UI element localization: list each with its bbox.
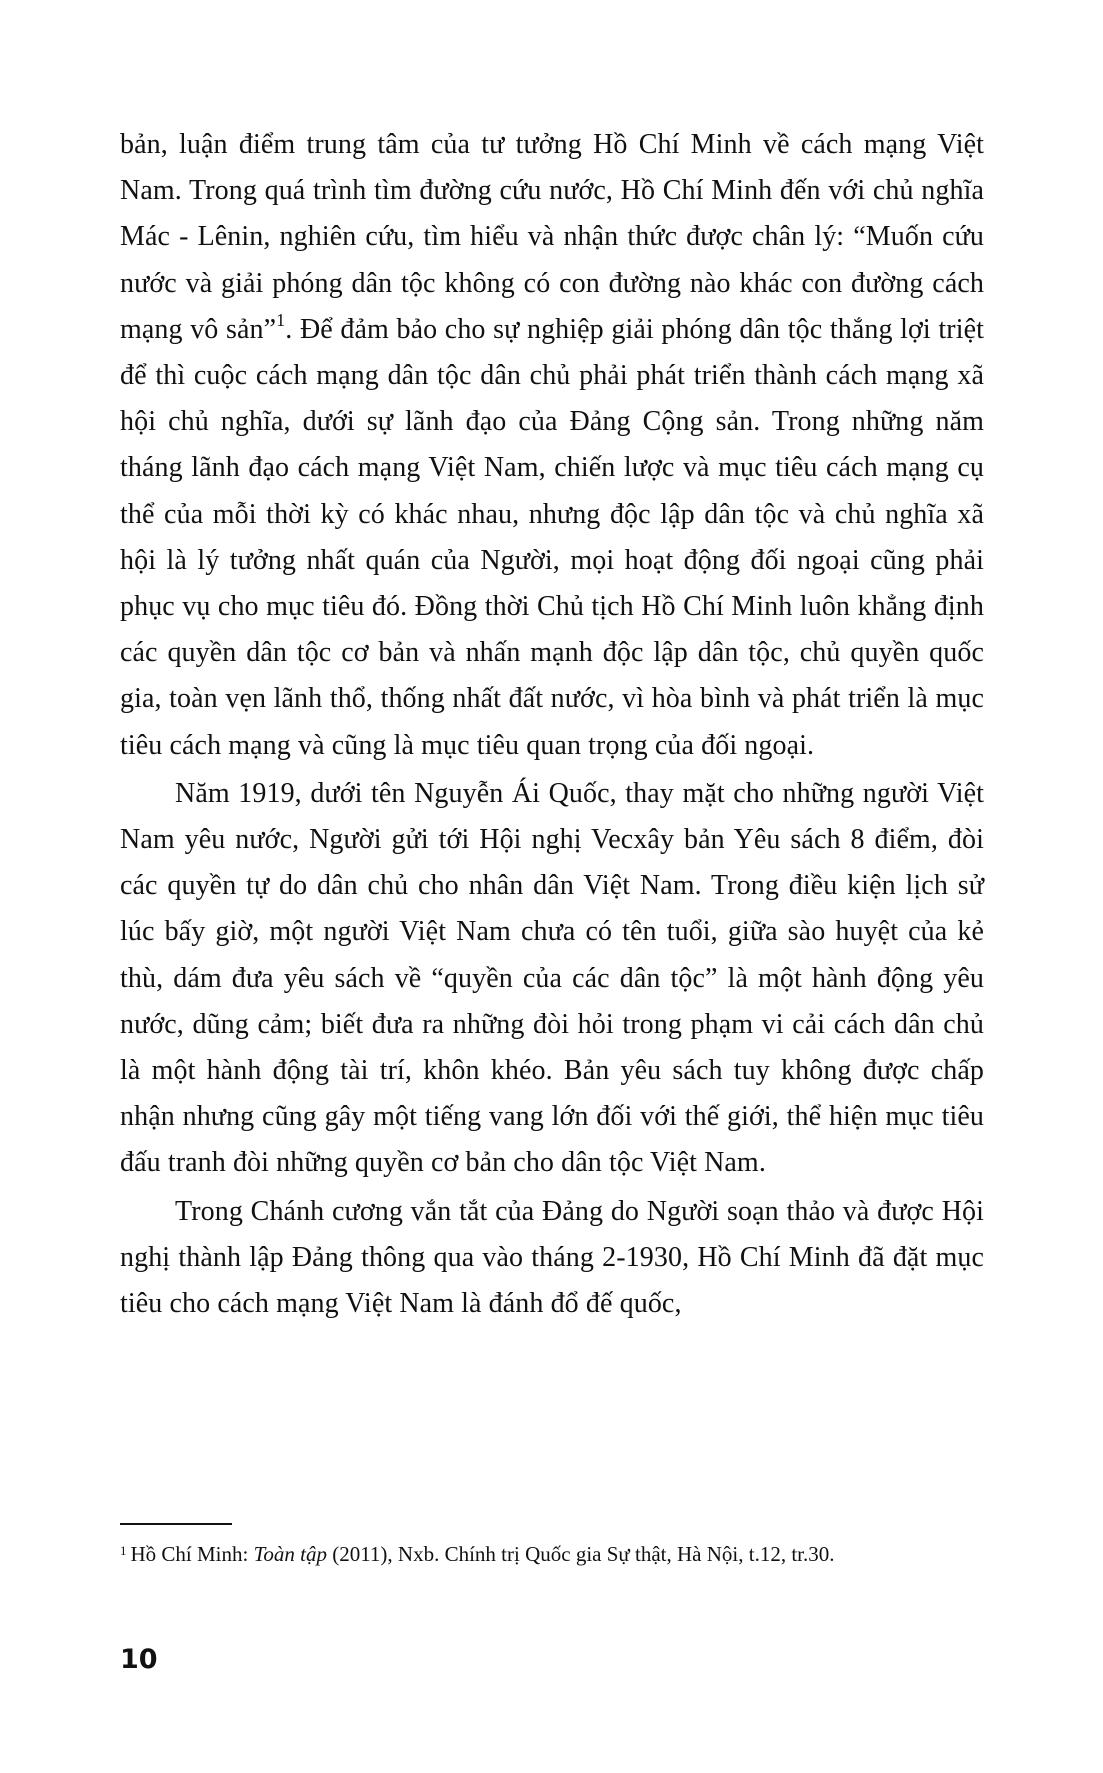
paragraph-3: Trong Chánh cương vắn tắt của Đảng do Người soạn thảo và được Hội nghị thành lập Đảng thông qua vào tháng 2-1930, Hồ Chí Minh đã đặt mục tiêu cho cách mạng Việt Nam là đánh đổ đế quốc,	[120, 1195, 984, 1320]
footnote-separator	[120, 1523, 232, 1525]
paragraph-1	[120, 122, 984, 769]
footnote-reference: 1	[276, 309, 286, 330]
footnote-details: (2011), Nxb. Chính trị Quốc gia Sự thật, Hà Nội, t.12, tr.30.	[326, 1542, 835, 1566]
page-body	[120, 122, 984, 1329]
footnote-number: 1	[120, 1543, 127, 1558]
footnote-author: Hồ Chí Minh:	[130, 1542, 254, 1566]
paragraph-1-text-b: . Để đảm bảo cho sự nghiệp giải phóng dân tộc thắng lợi triệt để thì cuộc cách mạng dân tộc dân chủ phải phát triển thành cách mạng xã hội chủ nghĩa, dưới sự lãnh đạo của Đảng Cộng sản. Trong những năm tháng lãnh đạo cách mạng Việt Nam, chiến lược và mục tiêu cách mạng cụ thể của mỗi thời kỳ có khác nhau, nhưng độc lập dân tộc và chủ nghĩa xã hội là lý tưởng nhất quán của Người, mọi hoạt động đối ngoại cũng phải phục vụ cho mục tiêu đó. Đồng thời Chủ tịch Hồ Chí Minh luôn khẳng định các quyền dân tộc cơ bản và nhấn mạnh độc lập dân tộc, chủ quyền quốc gia, toàn vẹn lãnh thổ, thống nhất đất nước, vì hòa bình và phát triển là mục tiêu cách mạng và cũng là mục tiêu quan trọng của đối ngoại.	[120, 313, 984, 761]
page-number: 10	[120, 1644, 158, 1675]
footnote-title: Toàn tập	[253, 1542, 327, 1566]
footnote	[120, 1540, 1000, 1568]
paragraph-1-text-a: bản, luận điểm trung tâm của tư tưởng Hồ Chí Minh về cách mạng Việt Nam. Trong quá trình tìm đường cứu nước, Hồ Chí Minh đến với chủ nghĩa Mác - Lênin, nghiên cứu, tìm hiểu và nhận thức được chân lý: “Muốn cứu nước và giải phóng dân tộc không có con đường nào khác con đường cách mạng vô sản”	[120, 129, 984, 345]
paragraph-2: Năm 1919, dưới tên Nguyễn Ái Quốc, thay mặt cho những người Việt Nam yêu nước, Người gửi tới Hội nghị Vecxây bản Yêu sách 8 điểm, đòi các quyền tự do dân chủ cho nhân dân Việt Nam. Trong điều kiện lịch sử lúc bấy giờ, một người Việt Nam chưa có tên tuổi, giữa sào huyệt của kẻ thù, dám đưa yêu sách về “quyền của các dân tộc” là một hành động yêu nước, dũng cảm; biết đưa ra những đòi hỏi trong phạm vi cải cách dân chủ là một hành động tài trí, khôn khéo. Bản yêu sách tuy không được chấp nhận nhưng cũng gây một tiếng vang lớn đối với thế giới, thể hiện mục tiêu đấu tranh đòi những quyền cơ bản cho dân tộc Việt Nam.	[120, 777, 984, 1179]
